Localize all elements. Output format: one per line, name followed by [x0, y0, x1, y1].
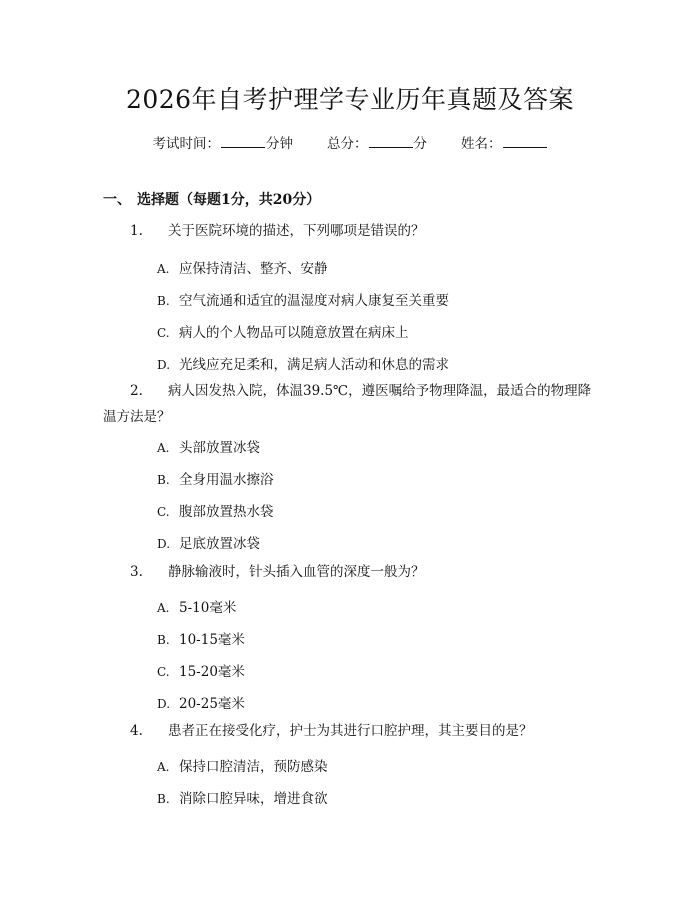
- option-letter: B.: [157, 792, 170, 806]
- option-text: 保持口腔清洁，预防感染: [179, 759, 328, 775]
- question-1: [103, 218, 603, 244]
- question-2: [103, 378, 603, 430]
- time-label: 考试时间：: [152, 136, 220, 152]
- question-3-option-c: [157, 660, 245, 680]
- name-blank: [503, 135, 547, 148]
- question-4-option-b: [157, 787, 328, 807]
- option-letter: B.: [157, 633, 170, 647]
- question-1-option-c: [157, 321, 409, 341]
- question-1-option-a: [157, 257, 328, 277]
- option-text: 足底放置冰袋: [179, 536, 260, 552]
- score-blank: [369, 135, 413, 148]
- question-1-option-b: [157, 289, 449, 309]
- name-label: 姓名：: [461, 136, 502, 152]
- question-3-option-d: [157, 692, 245, 712]
- question-2-option-c: [157, 500, 274, 520]
- question-text: 关于医院环境的描述，下列哪项是错误的？: [168, 223, 425, 239]
- option-letter: D.: [157, 358, 171, 372]
- option-text: 15-20毫米: [179, 664, 245, 680]
- question-number: 3.: [130, 564, 143, 580]
- option-text: 5-10毫米: [179, 600, 237, 616]
- option-text: 消除口腔异味，增进食欲: [179, 791, 328, 807]
- option-text: 头部放置冰袋: [179, 440, 260, 456]
- question-text: 患者正在接受化疗，护士为其进行口腔护理，其主要目的是？: [168, 723, 533, 739]
- option-text: 应保持清洁、整齐、安静: [179, 261, 328, 277]
- question-2-option-b: [157, 468, 274, 488]
- option-text: 10-15毫米: [179, 632, 245, 648]
- question-4-option-a: [157, 755, 328, 775]
- question-2-option-a: [157, 436, 260, 456]
- option-letter: A.: [157, 601, 170, 615]
- question-text: 静脉输液时，针头插入血管的深度一般为？: [168, 564, 425, 580]
- question-number: 2.: [130, 383, 143, 399]
- option-letter: B.: [157, 473, 170, 487]
- question-3-option-a: [157, 596, 236, 616]
- option-letter: A.: [157, 262, 170, 276]
- option-text: 光线应充足柔和，满足病人活动和休息的需求: [179, 357, 449, 373]
- option-text: 病人的个人物品可以随意放置在病床上: [179, 325, 409, 341]
- option-text: 空气流通和适宜的温湿度对病人康复至关重要: [179, 293, 449, 309]
- option-letter: A.: [157, 441, 170, 455]
- option-letter: C.: [157, 665, 170, 679]
- option-letter: C.: [157, 326, 170, 340]
- question-number: 1.: [130, 223, 143, 239]
- option-letter: B.: [157, 294, 170, 308]
- exam-meta-line: [0, 132, 700, 152]
- time-blank: [221, 135, 265, 148]
- option-letter: D.: [157, 697, 171, 711]
- option-text: 全身用温水擦浴: [179, 472, 274, 488]
- option-letter: A.: [157, 760, 170, 774]
- section-number: 一、: [103, 192, 131, 208]
- score-label: 总分：: [327, 136, 368, 152]
- page-title: 2026年自考护理学专业历年真题及答案: [125, 85, 575, 114]
- option-text: 20-25毫米: [179, 696, 245, 712]
- section-heading: [103, 189, 320, 209]
- option-text: 腹部放置热水袋: [179, 504, 274, 520]
- score-unit: 分: [413, 136, 427, 152]
- question-1-option-d: [157, 353, 449, 373]
- time-unit: 分钟: [266, 136, 293, 152]
- question-4: [103, 718, 603, 744]
- question-2-option-d: [157, 532, 260, 552]
- question-text: 病人因发热入院，体温39.5℃，遵医嘱给予物理降温，最适合的物理降温方法是？: [103, 383, 592, 425]
- option-letter: D.: [157, 537, 171, 551]
- question-3: [103, 559, 603, 585]
- section-title: 选择题（每题1分，共20分）: [137, 192, 321, 208]
- question-number: 4.: [130, 723, 143, 739]
- question-3-option-b: [157, 628, 245, 648]
- option-letter: C.: [157, 505, 170, 519]
